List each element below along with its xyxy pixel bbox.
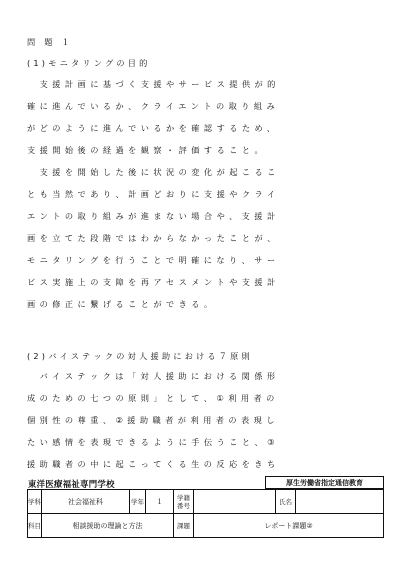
body-line: とも当然であり、計画どおりに支援やクライ <box>27 189 280 199</box>
year-value: １ <box>146 490 174 514</box>
body-line: 画を立てた段階ではわからなかったことが、 <box>27 233 280 243</box>
body-line: 確に進んでいるか、クライエントの取り組み <box>27 101 280 111</box>
department-value: 社会福祉科 <box>42 490 130 514</box>
subject-label: 科目 <box>28 514 42 538</box>
section1-heading: (1)モニタリングの目的 <box>27 58 151 68</box>
accreditation-badge: 厚生労働省指定通信教育 <box>265 476 384 489</box>
body-line: ビス実施上の支障を再アセスメントや支援計 <box>27 277 280 287</box>
body-line: 成のための七つの原則」として、①利用者の <box>27 393 279 403</box>
body-line: 援助職者の中に起こってくる生の反応をきち <box>27 459 280 469</box>
student-info-form <box>27 489 384 538</box>
body-line: エントの取り組みが進まない場合や、支援計 <box>27 211 280 221</box>
section2-heading: (2)バイステックの対人援助における７原則 <box>27 351 253 361</box>
name-label: 氏名 <box>276 490 296 514</box>
body-line: 画の修正に繋げることができる。 <box>27 299 217 309</box>
question-heading: 問 題 １ <box>27 37 73 47</box>
body-line: 支援開始後の経過を観察・評価すること。 <box>27 145 268 155</box>
body-line: 支援を開始した後に状況の変化が起こるこ <box>27 167 280 177</box>
assignment-label: 課題 <box>174 514 194 538</box>
body-line: バイステックは「対人援助における関係形 <box>27 371 280 381</box>
department-label: 学科 <box>28 490 42 514</box>
year-label: 学年 <box>130 490 146 514</box>
body-line: 個別性の尊重、②援助職者が利用者の表現し <box>27 415 279 425</box>
body-line: 支援計画に基づく支援やサービス提供が的 <box>27 79 280 89</box>
name-value[interactable] <box>296 490 384 514</box>
school-name: 東洋医療福祉専門学校 <box>28 479 115 489</box>
body-line: モニタリングを行うことで明確になり、サー <box>27 255 280 265</box>
body-line: がどのように進んでいるかを確認するため、 <box>27 123 280 133</box>
student-number-value[interactable] <box>194 490 276 514</box>
body-line: たい感情を表現できるように手伝うこと、③ <box>27 437 279 447</box>
subject-value: 相談援助の理論と方法 <box>42 514 174 538</box>
assignment-value: レポート課題② <box>194 514 384 538</box>
student-number-label: 学籍番号 <box>174 490 194 514</box>
